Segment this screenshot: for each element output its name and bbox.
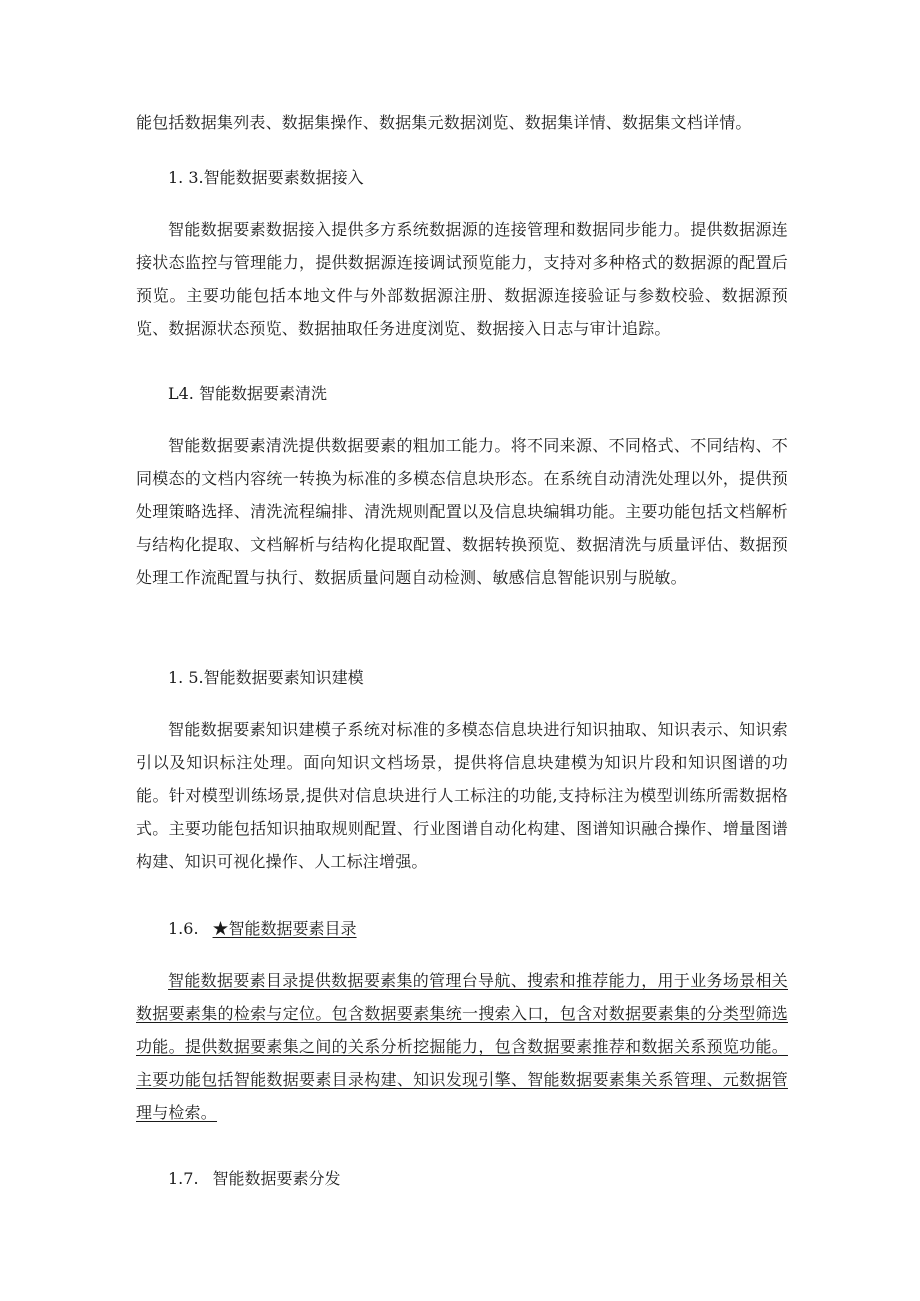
section-body-1-3: 智能数据要素数据接入提供多方系统数据源的连接管理和数据同步能力。提供数据源连接状态监控与管理能力，提供数据源连接调试预览能力，支持对多种格式的数据源的配置后预览。主要功能包括本地文件与外部数据源注册、数据源连接验证与参数校验、数据源预览、数据源状态预览、数据抽取任务进度浏览、数据接入日志与审计追踪。 <box>136 220 788 338</box>
section-number-1-6: 1.6. <box>168 919 199 938</box>
section-body-1-5: 智能数据要素知识建模子系统对标准的多模态信息块进行知识抽取、知识表示、知识索引以及知识标注处理。面向知识文档场景，提供将信息块建模为知识片段和知识图谱的功能。针对模型训练场景,提供对信息块进行人工标注的功能,支持标注为模型训练所需数据格式。主要功能包括知识抽取规则配置、行业图谱自动化构建、图谱知识融合操作、增量图谱构建、知识可视化操作、人工标注增强。 <box>136 720 788 871</box>
section-heading-1-5: 1. 5.智能数据要素知识建模 <box>168 668 364 687</box>
section-title-1-6: ★智能数据要素目录 <box>212 919 357 938</box>
section-heading-1-7 <box>168 1167 341 1191</box>
section-title-1-7: 智能数据要素分发 <box>212 1169 341 1188</box>
section-body-1-4: 智能数据要素清洗提供数据要素的粗加工能力。将不同来源、不同格式、不同结构、不同模态的文档内容统一转换为标准的多模态信息块形态。在系统自动清洗处理以外，提供预处理策略选择、清洗流程编排、清洗规则配置以及信息块编辑功能。主要功能包括文档解析与结构化提取、文档解析与结构化提取配置、数据转换预览、数据清洗与质量评估、数据预处理工作流配置与执行、数据质量问题自动检测、敏感信息智能识别与脱敏。 <box>136 436 788 587</box>
intro-paragraph: 能包括数据集列表、数据集操作、数据集元数据浏览、数据集详情、数据集文档详情。 <box>136 113 752 132</box>
section-heading-1-3: 1. 3.智能数据要素数据接入 <box>168 168 364 187</box>
section-number-1-7: 1.7. <box>168 1169 199 1188</box>
section-heading-1-6 <box>168 917 357 941</box>
section-heading-1-4: L4. 智能数据要素清洗 <box>168 384 327 403</box>
section-body-1-6: 智能数据要素目录提供数据要素集的管理台导航、搜索和推荐能力，用于业务场景相关数据要素集的检索与定位。包含数据要素集统一搜索入口，包含对数据要素集的分类型筛选功能。提供数据要素集之间的关系分析挖掘能力，包含数据要素推荐和数据关系预览功能。主要功能包括智能数据要素目录构建、知识发现引擎、智能数据要素集关系管理、元数据管理与检索。 <box>136 971 788 1122</box>
